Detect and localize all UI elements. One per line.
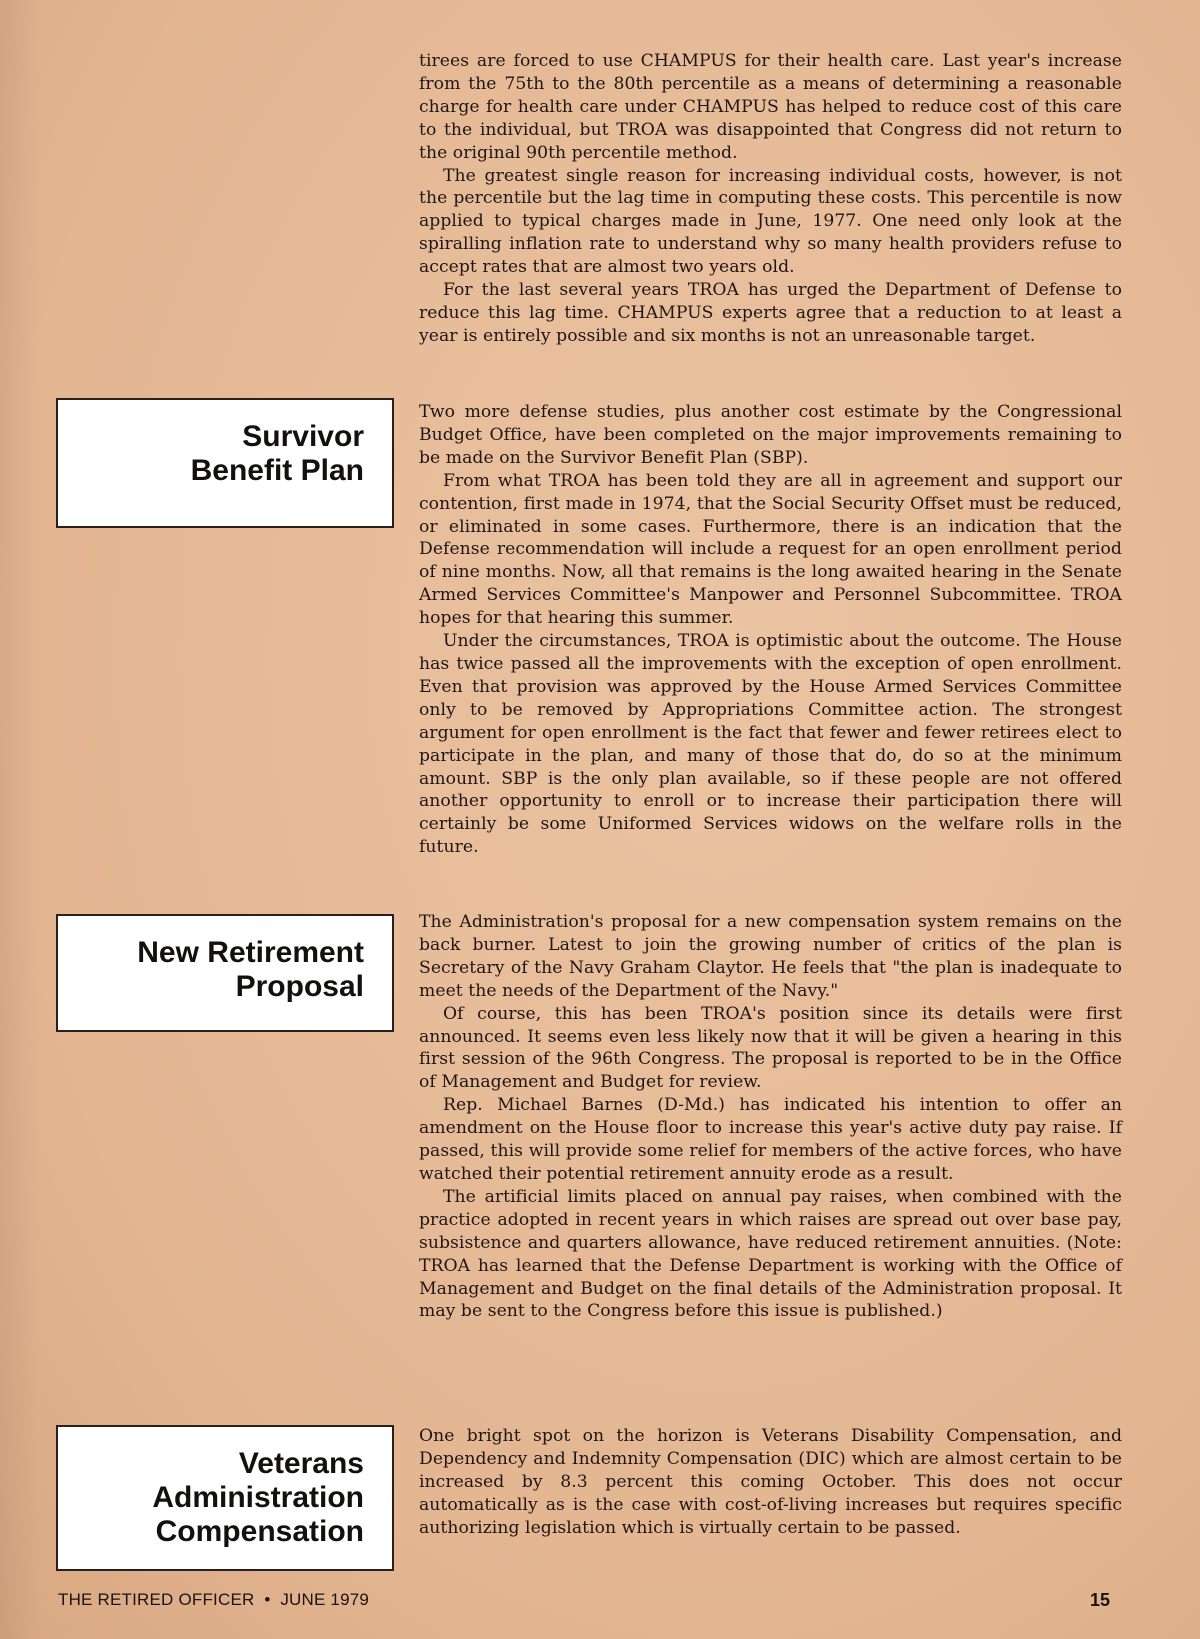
heading-line: Proposal [235, 970, 364, 1003]
heading-line: Survivor [242, 420, 364, 453]
body-paragraph: Two more defense studies, plus another cost estimate by the Congressional Budget Office, have been completed on the major improvements remaining to be made on the Survivor Benefit Plan (SBP). [419, 402, 1122, 468]
section-body-veterans [419, 1425, 1122, 1540]
heading-line: Compensation [155, 1515, 364, 1548]
section-heading-survivor [58, 420, 364, 488]
body-paragraph: Of course, this has been TROA's position since its details were first announced. It seems even less likely now that it will be given a hearing in this first session of the 96th Congress. The proposal is reported to be in the Office of Management and Budget for review. [419, 1003, 1122, 1093]
body-paragraph: The artificial limits placed on annual pay raises, when combined with the practice adopted in recent years in which raises are spread out over base pay, subsistence and quarters allowance, have reduced retirement annuities. (Note: TROA has learned that the Defense Department is working with the Office of Management and Budget on the final details of the Administration proposal. It may be sent to the Congress before this issue is published.) [419, 1186, 1122, 1322]
intro-paragraph-2: The greatest single reason for increasing individual costs, however, is not the percentile but the lag time in computing these costs. This percentile is now applied to typical charges made in June, 1977. One need only look at the spiralling inflation rate to understand why so many health providers refuse to accept rates that are almost two years old. [419, 165, 1122, 278]
section-body-survivor [419, 401, 1122, 859]
intro-paragraph-3: For the last several years TROA has urged the Department of Defense to reduce this lag time. CHAMPUS experts agree that a reduction to at least a year is entirely possible and six months is not an unreasonable target. [419, 280, 1122, 346]
heading-line: Veterans [238, 1447, 364, 1480]
body-paragraph: From what TROA has been told they are all in agreement and support our contention, first made in 1974, that the Social Security Offset must be reduced, or eliminated in some cases. Furthermore, there is an indication that the Defense recommendation will include a request for an open enrollment period of nine months. Now, all that remains is the long awaited hearing in the Senate Armed Services Committee's Manpower and Personnel Subcommittee. TROA hopes for that hearing this summer. [419, 470, 1122, 629]
heading-line: Benefit Plan [190, 454, 364, 487]
section-heading-box-veterans [56, 1425, 394, 1571]
footer-page-number: 15 [1090, 1590, 1111, 1610]
section-heading-veterans [58, 1447, 364, 1549]
body-paragraph: One bright spot on the horizon is Veterans Disability Compensation, and Dependency and Indemnity Compensation (DIC) which are almost certain to be increased by 8.3 percent this coming October. This does not occur automatically as is the case with cost-of-living increases but requires specific authorizing legislation which is virtually certain to be passed. [419, 1426, 1122, 1538]
intro-paragraph-1: tirees are forced to use CHAMPUS for their health care. Last year's increase from the 75th to the 80th percentile as a means of determining a reasonable charge for health care under CHAMPUS has helped to reduce cost of this care to the individual, but TROA was disappointed that Congress did not return to the original 90th percentile method. [419, 51, 1122, 163]
section-heading-retirement [58, 936, 364, 1004]
heading-line: New Retirement [137, 936, 364, 969]
section-body-retirement [419, 911, 1122, 1323]
body-paragraph: Under the circumstances, TROA is optimistic about the outcome. The House has twice passed all the improvements with the exception of open enrollment. Even that provision was approved by the House Armed Services Committee only to be removed by Appropriations Committee action. The strongest argument for open enrollment is the fact that fewer and fewer retirees elect to participate in the plan, and many of those that do, do so at the minimum amount. SBP is the only plan available, so if these people are not offered another opportunity to enroll or to increase their participation there will certainly be some Uniformed Services widows on the welfare rolls in the future. [419, 631, 1122, 858]
page-edge-shadow [0, 0, 40, 1639]
body-paragraph: Rep. Michael Barnes (D-Md.) has indicated his intention to offer an amendment on the House floor to increase this year's active duty pay raise. If passed, this will provide some relief for members of the active forces, who have watched their potential retirement annuity erode as a result. [419, 1095, 1122, 1184]
footer-publication: THE RETIRED OFFICER • JUNE 1979 [58, 1590, 370, 1609]
body-paragraph: The Administration's proposal for a new compensation system remains on the back burner. Latest to join the growing number of critics of the plan is Secretary of the Navy Graham Claytor. He feels that "the plan is inadequate to meet the needs of the Department of the Navy." [419, 912, 1122, 1001]
section-heading-box-survivor [56, 398, 394, 528]
intro-column [419, 50, 1122, 348]
section-heading-box-retirement [56, 914, 394, 1032]
heading-line: Administration [152, 1481, 364, 1514]
